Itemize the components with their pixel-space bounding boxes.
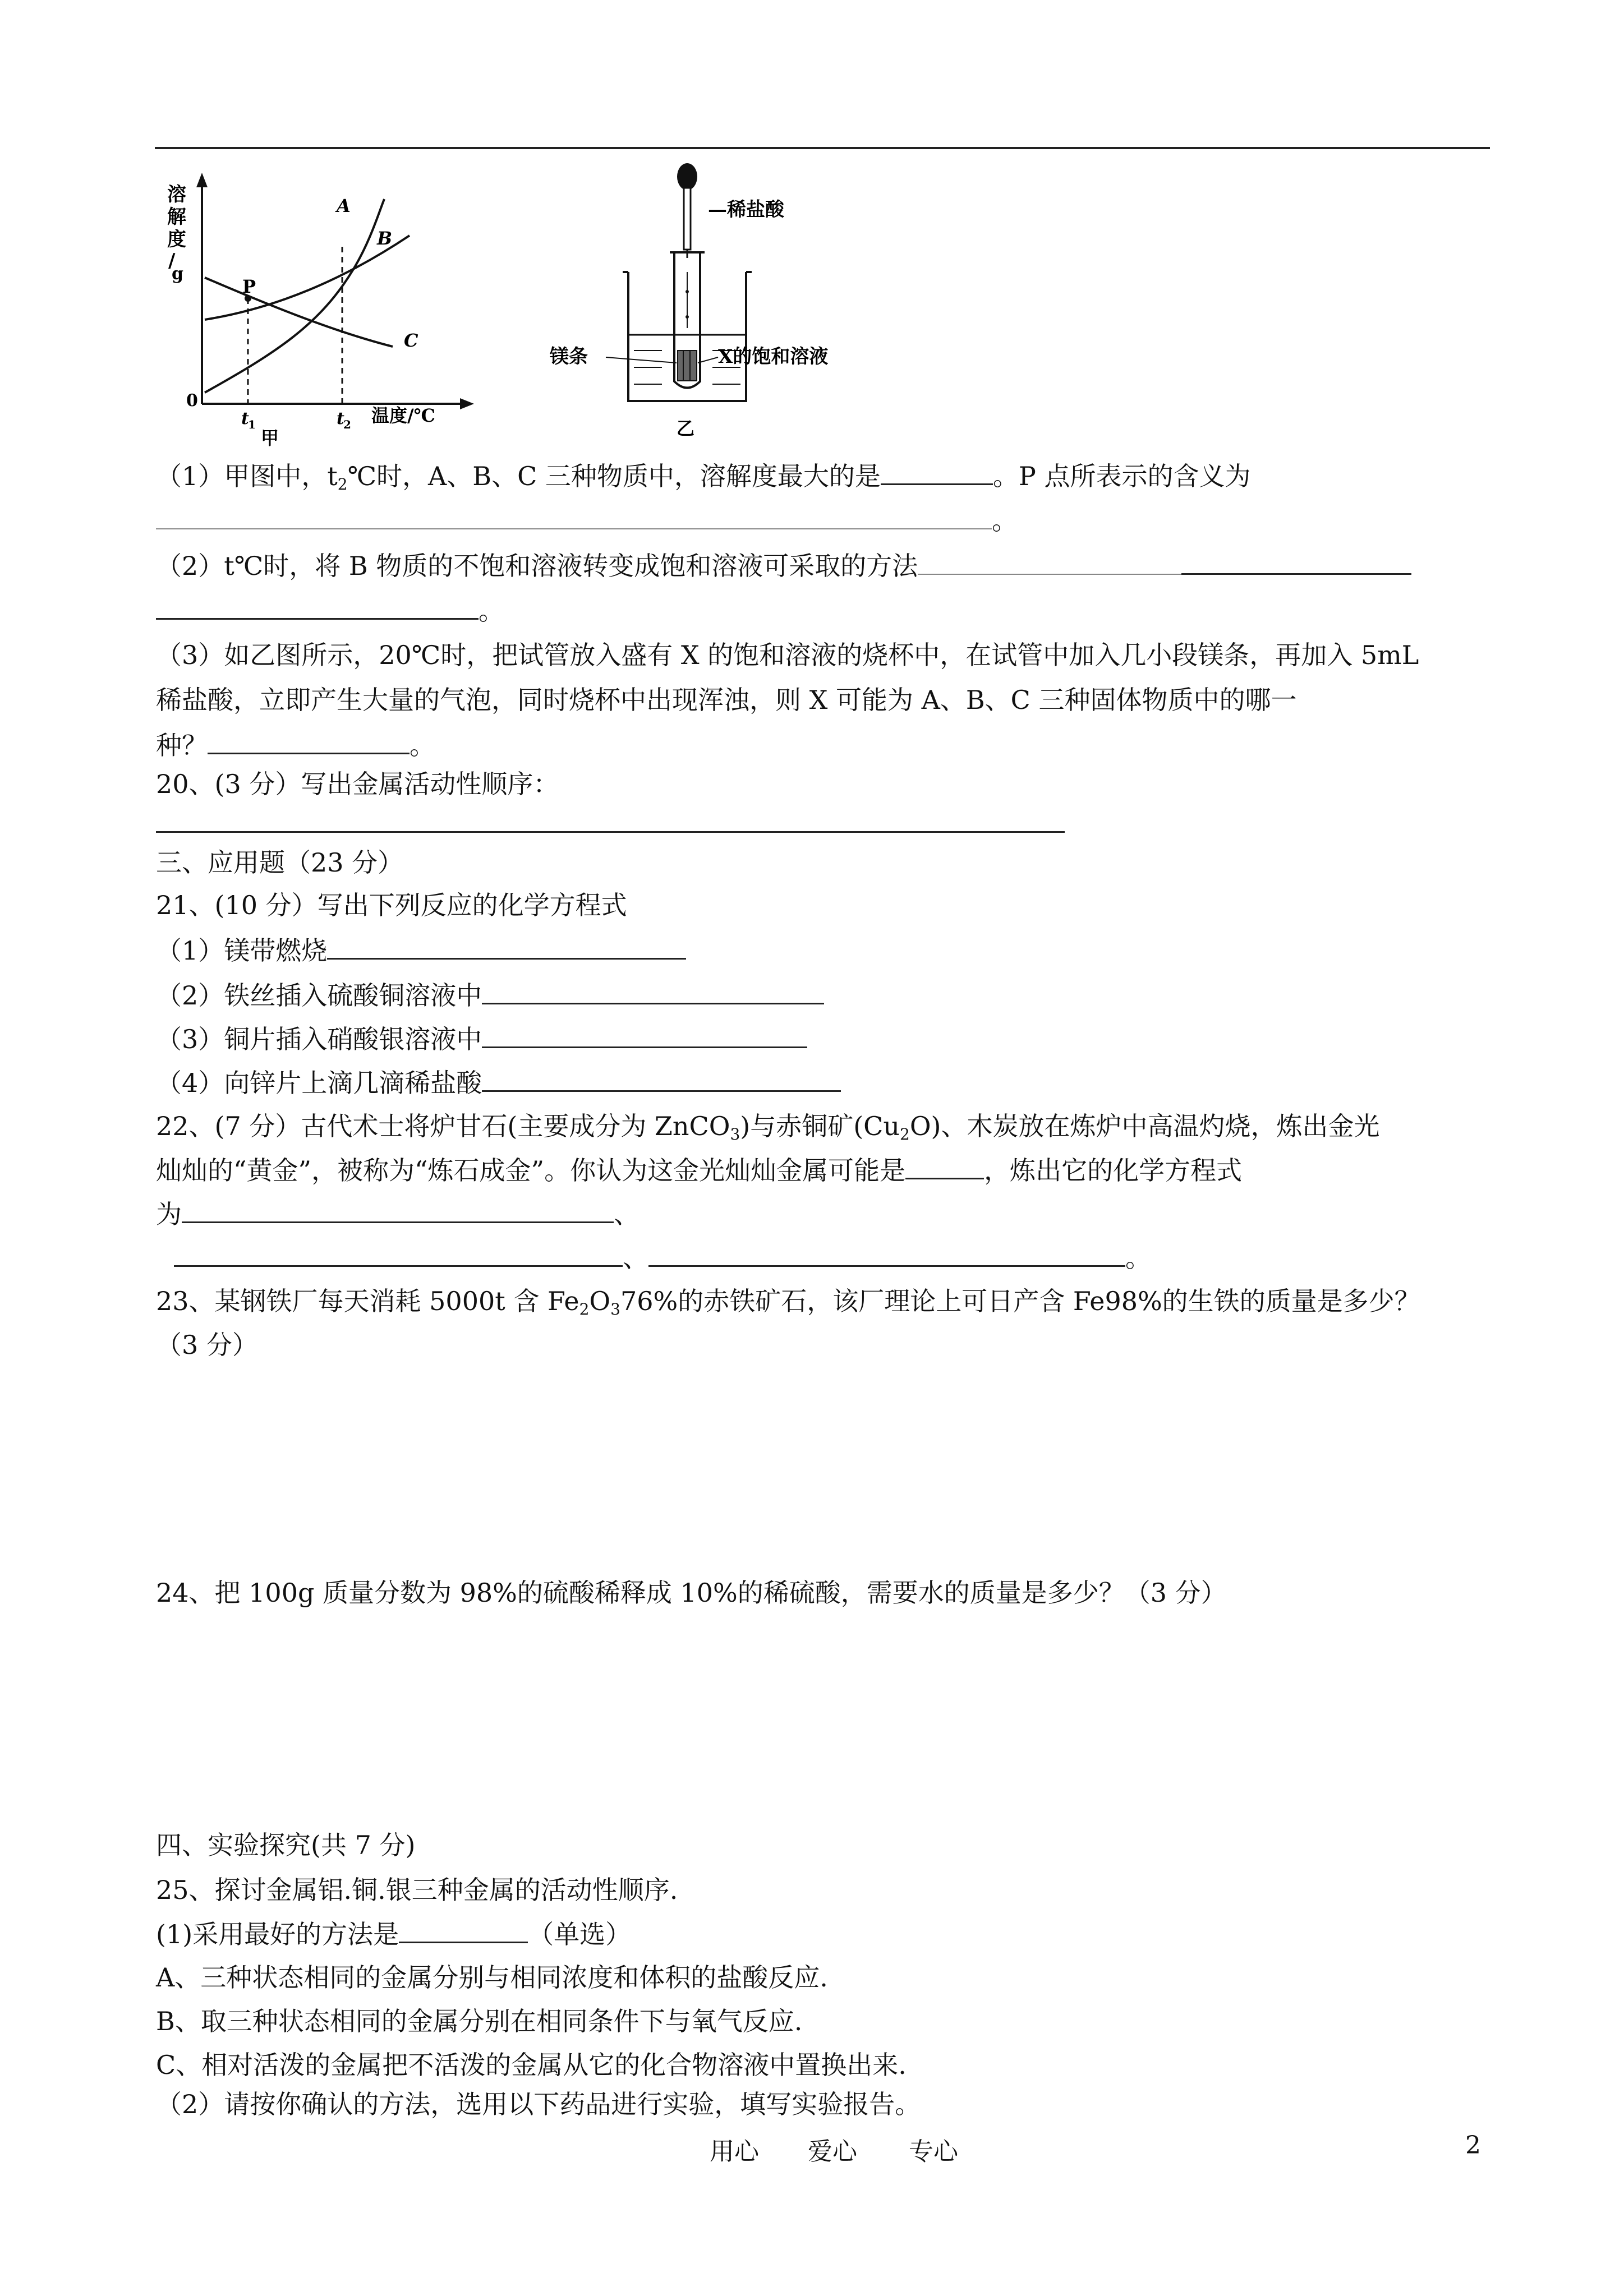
q21-item-1: （1）镁带燃烧 (156, 933, 686, 967)
t2-sub: 2 (343, 418, 351, 431)
y-label-3: 度 (167, 228, 186, 251)
q19-part1: （1）甲图中，$t_2℃$时，A、B、C 三种物质中，溶解度最大的是 。P 点所表示的含义为 (156, 459, 1250, 501)
q19-part3-line2: 稀盐酸，立即产生大量的气泡，同时烧杯中出现浑浊，则 X 可能为 A、B、C 三种固体物质中的哪一 (156, 685, 1297, 715)
q22-line3: 为 、 (156, 1197, 640, 1231)
q25-prompt: 25、探讨金属铝.铜.银三种金属的活动性顺序. (156, 1875, 678, 1905)
acid-label: —稀盐酸 (708, 199, 784, 221)
dropper-tube (684, 188, 691, 250)
section3-title: 三、应用题（23 分） (156, 847, 404, 878)
q20-answer-line (156, 806, 1065, 841)
x-label: 温度∕℃ (371, 405, 436, 426)
q19-part3-line3: 种？ 。 (156, 728, 435, 762)
q21-blank-4[interactable] (482, 1066, 841, 1092)
q25-option-c: C、相对活泼的金属把不活泼的金属从它的化合物溶液中置换出来. (156, 2050, 907, 2080)
dropper-bulb (677, 163, 697, 190)
beaker-figure (550, 160, 942, 451)
q19-part2-blank-b[interactable] (1181, 548, 1411, 575)
q19-part2-blank-c[interactable] (156, 593, 479, 620)
header-rule (155, 147, 1490, 149)
q21-item-3: （3）铜片插入硝酸银溶液中 (156, 1022, 807, 1056)
y-label-1: 溶 (167, 183, 186, 206)
q22-line1: 22、(7 分）古代术士将炉甘石(主要成分为 ZnCO$_3$)与赤铜矿$(Cu_2O)$、木炭放在炼炉中高温灼烧，炼出金光 (156, 1111, 1380, 1144)
q25-option-b: B、取三种状态相同的金属分别在相同条件下与氧气反应. (156, 2006, 803, 2036)
magnesium-ribbons (678, 351, 697, 381)
solution-label: X的饱和溶液 (718, 345, 829, 368)
curve-c-label: C (404, 330, 418, 351)
q20-blank[interactable] (156, 806, 1065, 833)
footer-motto-2: 爱心 (808, 2137, 857, 2166)
q23-line1: 23、某钢铁厂每天消耗 5000t 含 $Fe_2O_376\%$的赤铁矿石，该厂理论上可日产含 Fe98%的生铁的质量是多少？ (156, 1286, 1420, 1318)
q20-prompt: 20、(3 分）写出金属活动性顺序： (156, 769, 559, 799)
q25-option-a: A、三种状态相同的金属分别与相同浓度和体积的盐酸反应. (156, 1962, 828, 1993)
curve-b-label: B (377, 228, 393, 249)
page-number: 2 (1465, 2131, 1481, 2160)
y-label-2: 解 (167, 206, 186, 228)
q25-part1: (1)采用最好的方法是 （单选） (156, 1917, 631, 1951)
q23-line2: （3 分） (156, 1330, 258, 1360)
y-label-5: g (172, 264, 183, 284)
q21-prompt: 21、(10 分）写出下列反应的化学方程式 (156, 890, 627, 920)
caption-yi: 乙 (677, 418, 695, 439)
t1-sub: 1 (248, 418, 256, 431)
q22-equation-blank-3[interactable] (648, 1241, 1125, 1267)
magnesium-label: 镁条 (550, 345, 588, 368)
curve-a-label: A (337, 195, 351, 216)
q19-part2-cont: 。 (156, 593, 504, 628)
q22-line4: 、 。 (174, 1241, 1151, 1275)
q24-prompt: 24、把 100g 质量分数为 98%的硫酸稀释成 10%的稀硫酸，需要水的质量是多少？（3 分） (156, 1578, 1227, 1608)
y-axis-arrow (196, 173, 208, 187)
q21-item-4: （4）向锌片上滴几滴稀盐酸 (156, 1066, 841, 1100)
q25-method-blank[interactable] (399, 1917, 528, 1943)
footer-motto-1: 用心 (710, 2137, 759, 2166)
q21-blank-3[interactable] (482, 1022, 807, 1048)
x-axis-arrow (460, 398, 474, 409)
q19-part2-blank-a[interactable] (918, 549, 1181, 575)
t2-label: t (337, 409, 344, 428)
section4-title: 四、实验探究(共 7 分) (156, 1830, 416, 1860)
origin-label: 0 (186, 391, 198, 411)
q22-equation-blank-1[interactable] (182, 1197, 614, 1223)
q22-line2: 灿灿的“黄金”，被称为“炼石成金”。你认为这金光灿灿金属可能是 ，炼出它的化学方程式 (156, 1153, 1242, 1187)
t1-label: t (241, 409, 249, 428)
q19-part1-answer-line: 。 (156, 504, 1018, 537)
q22-metal-blank[interactable] (905, 1153, 984, 1179)
q19-part3-blank[interactable] (208, 728, 410, 754)
q22-equation-blank-2[interactable] (174, 1241, 623, 1267)
y-label-4: ∕ (168, 250, 176, 272)
q19-meaning-blank[interactable] (156, 504, 992, 529)
caption-jia: 甲 (261, 427, 279, 449)
solubility-figure (151, 168, 499, 449)
q21-blank-1[interactable] (327, 933, 686, 960)
footer-motto-3: 专心 (909, 2137, 958, 2166)
q19-part1-blank[interactable] (881, 459, 993, 485)
q19-part3-line1: （3）如乙图所示，20℃时，把试管放入盛有 X 的饱和溶液的烧杯中，在试管中加入几小段镁条，再加入 5mL (156, 640, 1419, 670)
point-p-label: P (242, 276, 256, 297)
q19-part2: （2）t℃时，将 B 物质的不饱和溶液转变成饱和溶液可采取的方法 (156, 548, 1411, 583)
q21-blank-2[interactable] (482, 978, 824, 1004)
curve-c (205, 278, 393, 347)
q21-item-2: （2）铁丝插入硫酸铜溶液中 (156, 978, 824, 1012)
q25-part2: （2）请按你确认的方法，选用以下药品进行实验，填写实验报告。 (156, 2089, 921, 2119)
